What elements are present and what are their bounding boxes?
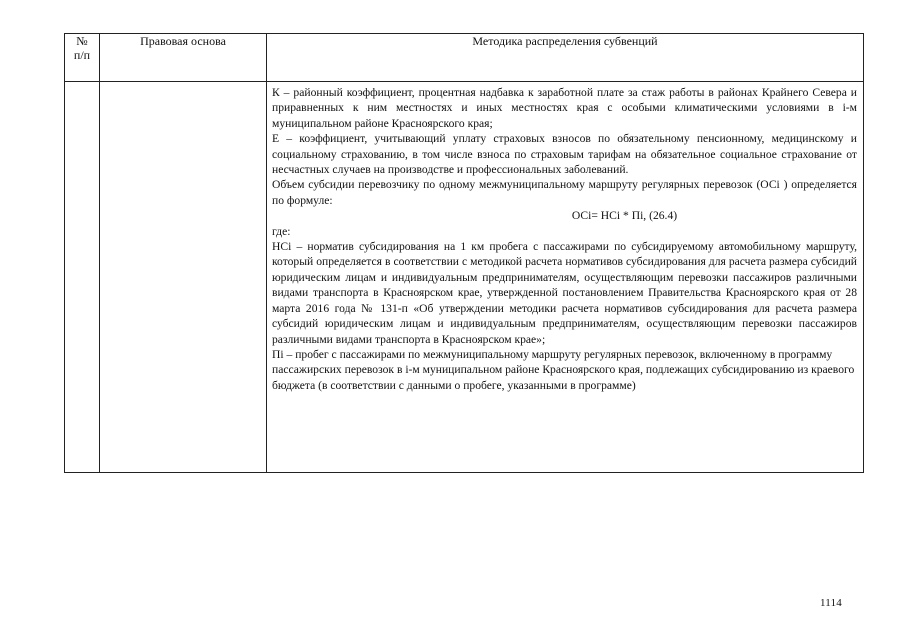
header-legal-basis: Правовая основа [100,34,267,82]
page-number: 1114 [820,597,842,609]
paragraph-nsi-definition: НСi – норматив субсидирования на 1 км пробега с пассажирами по субсидируемому автомобильному маршруту, который определяется в соответствии с методикой расчета нормативов субсидирования для расчета размера субсидий юридическим лицам и индивидуальным предпринимателям, осуществляющим перевозки пассажиров различными видами транспорта в Красноярском крае, утвержденной постановлением Правительства Красноярского края от 28 марта 2016 года № 131-п «Об утверждении методики расчета нормативов субсидирования для расчета размера субсидий юридическим лицам и индивидуальным предпринимателям, осуществляющим перевозки пассажиров различными видами транспорта в Красноярском крае»; [272,240,857,346]
paragraph-where: где: [272,224,291,238]
formula-26-4: ОСi= НСi * Пi, (26.4) [571,209,678,223]
row-methodology-cell [267,82,864,473]
row-legal-basis-cell [100,82,267,473]
subvention-methodology-table [64,33,864,473]
table-row [65,82,864,473]
header-number-abbrev: п/п [73,48,91,62]
header-number-symbol: № [76,34,88,48]
header-methodology: Методика распределения субвенций [267,34,864,82]
paragraph-e-coefficient: Е – коэффициент, учитывающий уплату страховых взносов по обязательному пенсионному, медицинскому и социальному страхованию, в том числе взноса по страховым тарифам на обязательное социальное страхование от несчастных случаев на производстве и профессиональных заболеваний. [272,132,857,177]
row-number-cell [65,82,100,473]
paragraph-subsidy-volume: Объем субсидии перевозчику по одному межмуниципальному маршруту регулярных перевозок (ОСi ) определяется по формуле: [272,178,857,207]
header-number [65,34,100,82]
table-header-row [65,34,864,82]
paragraph-pi-definition: Пi – пробег с пассажирами по межмуниципальному маршруту регулярных перевозок, включенному в программу пассажирских перевозок в i-м муниципальном районе Красноярского края, подлежащих субсидированию из краевого бюджета (в соответствии с данными о пробеге, указанными в программе) [272,347,855,392]
paragraph-k-coefficient: К – районный коэффициент, процентная надбавка к заработной плате за стаж работы в районах Крайнего Севера и приравненных к ним местностях и иных местностях края с особыми климатическими условиями в i-м муниципальном районе Красноярского края; [272,86,857,130]
